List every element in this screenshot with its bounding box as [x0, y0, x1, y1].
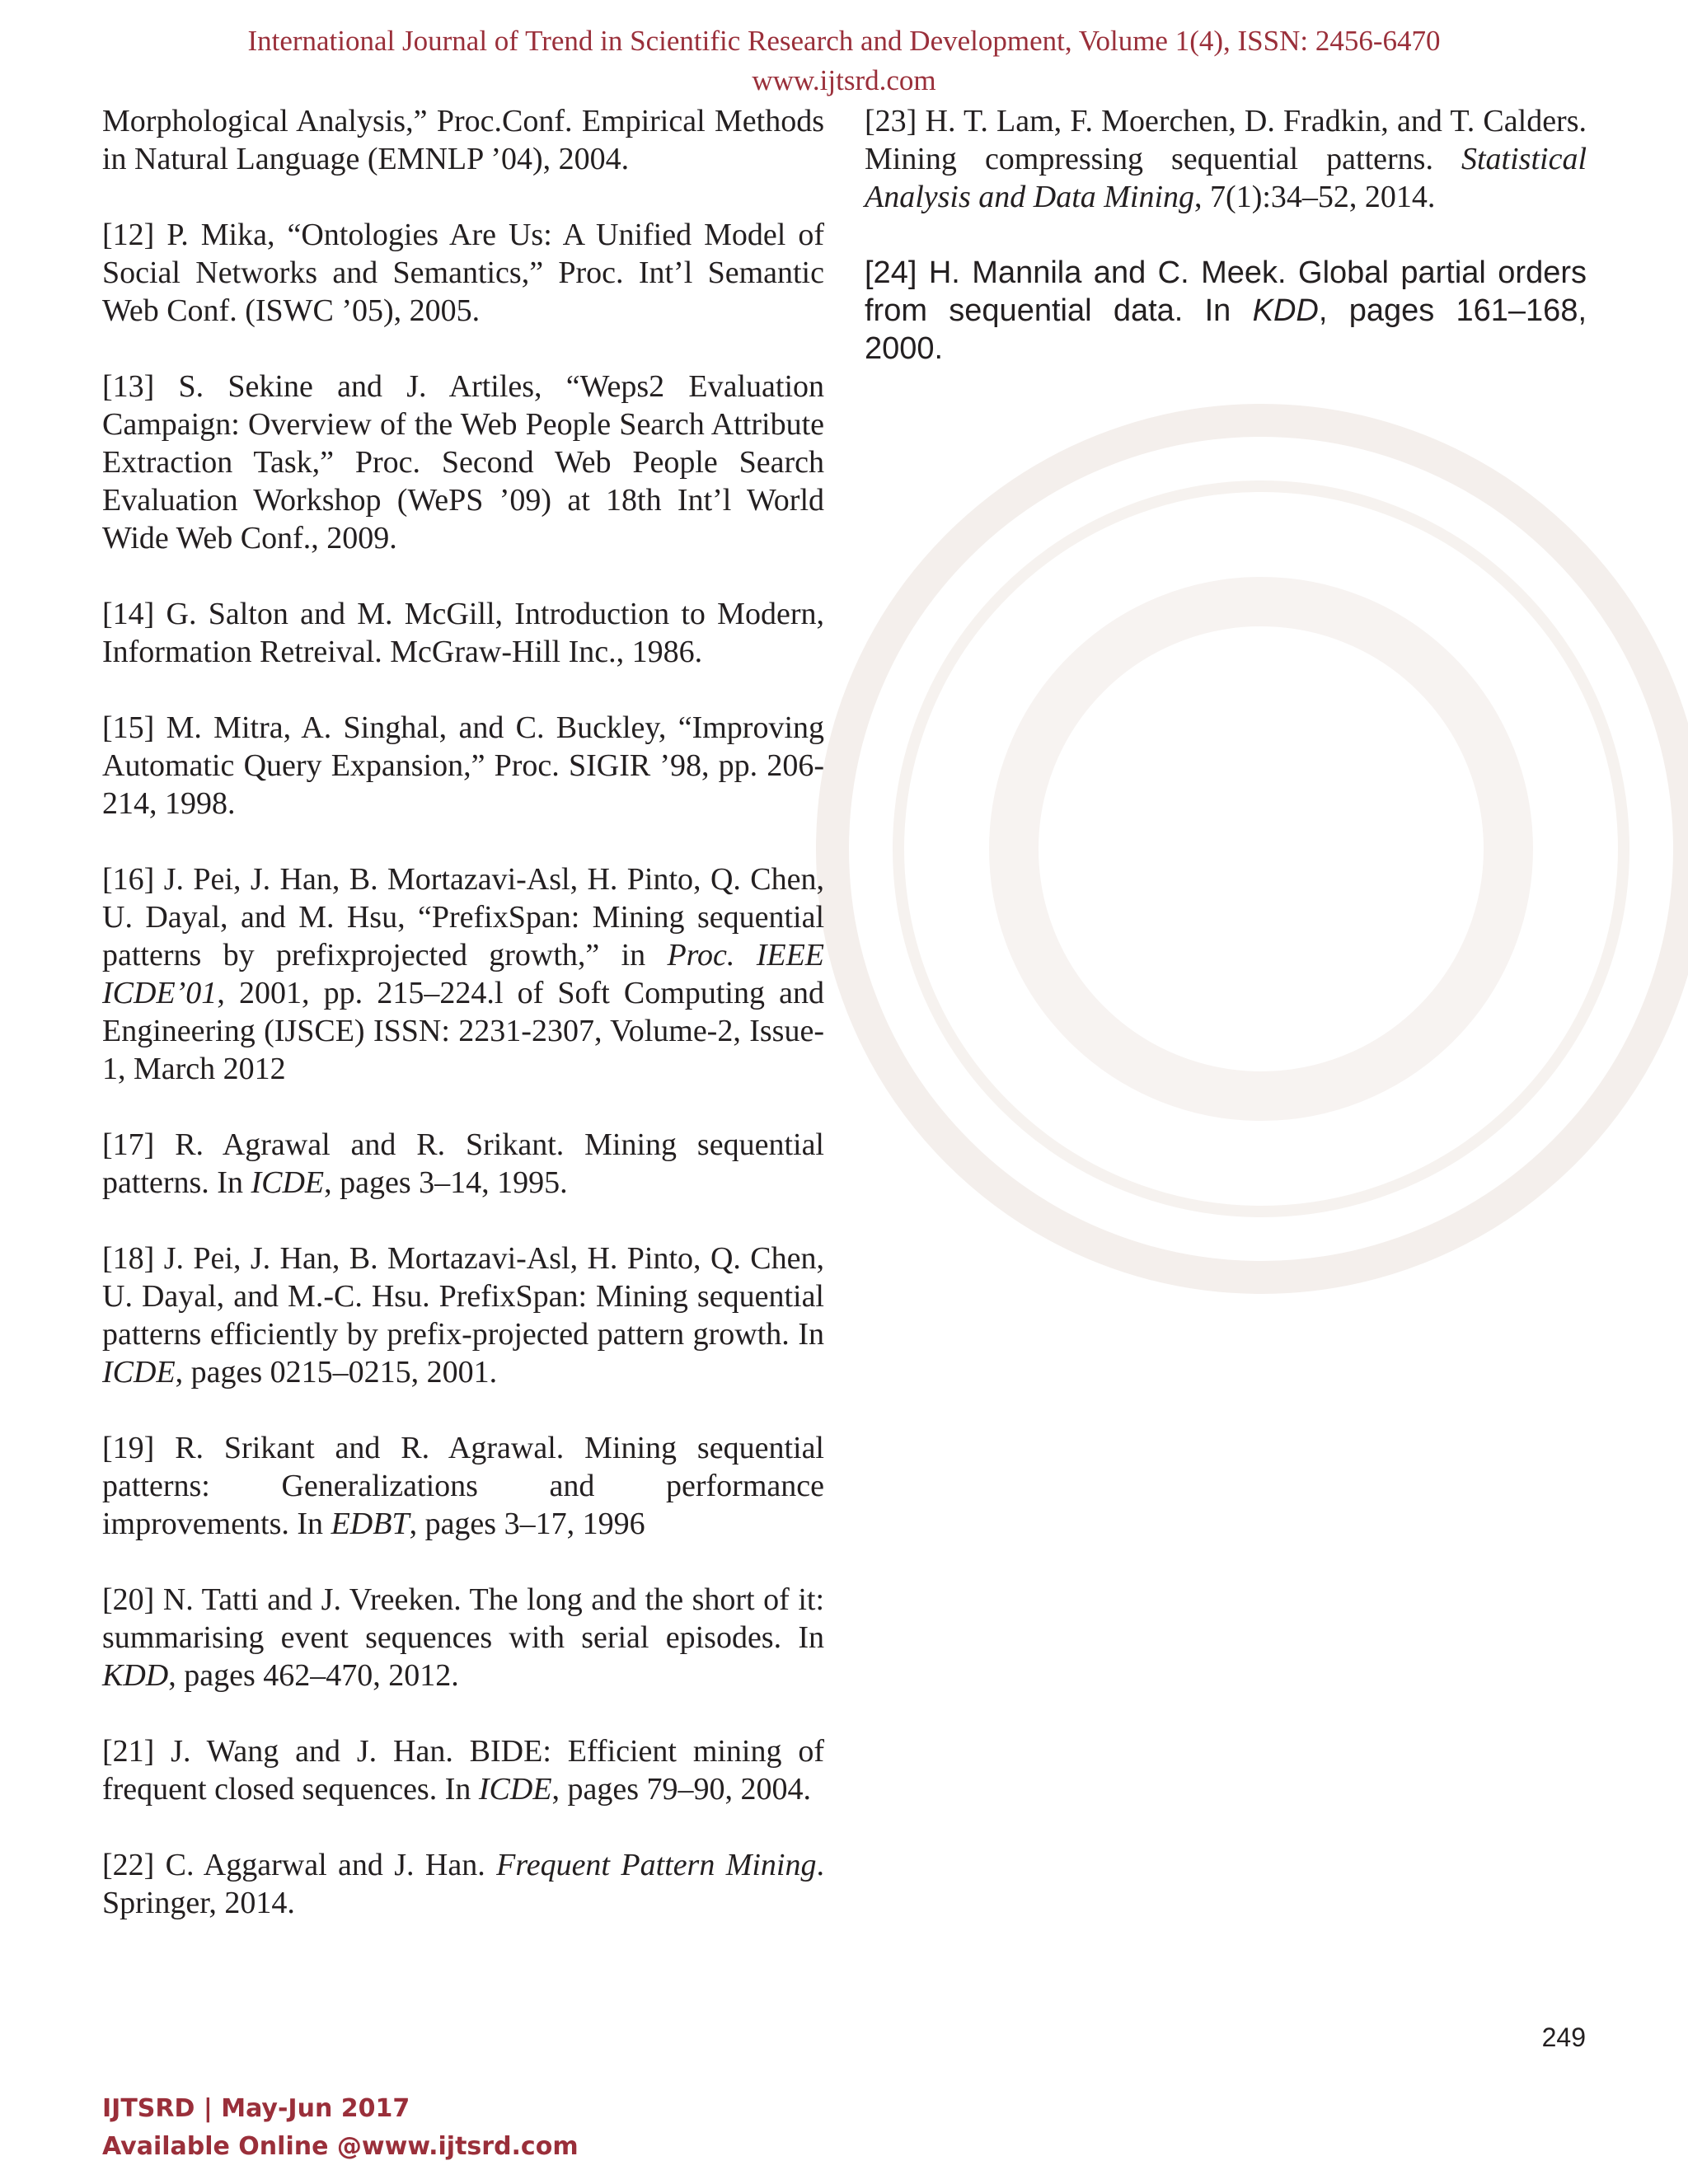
footer-issue: IJTSRD | May-Jun 2017 — [102, 2094, 410, 2123]
reference-16-text: [16] J. Pei, J. Han, B. Mortazavi-Asl, H. Pinto, Q. Chen, U. Dayal, and M. Hsu, “PrefixSpan: Mining sequential patterns by prefixprojected growth,” in — [102, 862, 824, 972]
reference-16 — [102, 860, 824, 1088]
references-left-column — [102, 102, 824, 1960]
reference-16-venue: Proc. IEEE ICDE’01 — [102, 938, 824, 1010]
page-footer — [102, 2090, 579, 2166]
reference-17-text: [17] R. Agrawal and R. Srikant. Mining sequential patterns. In — [102, 1127, 824, 1200]
reference-20-venue: KDD — [102, 1658, 169, 1693]
reference-19-details: , pages 3–17, 1996 — [409, 1507, 645, 1541]
reference-18 — [102, 1240, 824, 1391]
reference-13: [13] S. Sekine and J. Artiles, “Weps2 Evaluation Campaign: Overview of the Web People Search Attribute Extraction Task,” Proc. Second Web People Search Evaluation Workshop (WePS ’09) at 18th Int’l World Wide Web Conf., 2009. — [102, 369, 824, 555]
reference-22-title: Frequent Pattern Mining — [496, 1848, 817, 1882]
reference-18-details: , pages 0215–0215, 2001. — [175, 1355, 498, 1390]
reference-19-text: [19] R. Srikant and R. Agrawal. Mining sequential patterns: Generalizations and performance improvements. In — [102, 1431, 824, 1541]
reference-15: [15] M. Mitra, A. Singhal, and C. Buckley, “Improving Automatic Query Expansion,” Proc. SIGIR ’98, pp. 206-214, 1998. — [102, 710, 824, 821]
page-number: 249 — [1541, 2022, 1586, 2052]
reference-22-text: [22] C. Aggarwal and J. Han. — [102, 1848, 497, 1882]
reference-23-text: [23] H. T. Lam, F. Moerchen, D. Fradkin, and T. Calders. Mining compressing sequential patterns. — [865, 104, 1587, 176]
reference-12: [12] P. Mika, “Ontologies Are Us: A Unified Model of Social Networks and Semantics,” Proc. Int’l Semantic Web Conf. (ISWC ’05), 2005. — [102, 218, 824, 328]
reference-20-text: [20] N. Tatti and J. Vreeken. The long and the short of it: summarising event sequences with serial episodes. In — [102, 1582, 824, 1655]
running-header — [0, 21, 1688, 101]
reference-18-venue: ICDE — [102, 1355, 176, 1390]
reference-17 — [102, 1126, 824, 1202]
reference-21-details: , pages 79–90, 2004. — [551, 1772, 812, 1807]
reference-21-text: [21] J. Wang and J. Han. BIDE: Efficient mining of frequent closed sequences. In — [102, 1734, 824, 1807]
reference-22-details: . Springer, 2014. — [102, 1848, 824, 1920]
reference-19-venue: EDBT — [331, 1507, 410, 1541]
reference-19 — [102, 1429, 824, 1543]
reference-17-details: , pages 3–14, 1995. — [324, 1165, 568, 1200]
reference-23 — [865, 102, 1587, 216]
reference-24-text: [24] H. Mannila and C. Meek. Global partial orders from sequential data. In — [865, 255, 1587, 328]
reference-14: [14] G. Salton and M. McGill, Introduction to Modern, Information Retreival. McGraw-Hill Inc., 1986. — [102, 597, 824, 669]
journal-url: www.ijtsrd.com — [752, 64, 936, 96]
reference-20-details: , pages 462–470, 2012. — [168, 1658, 459, 1693]
reference-21-venue: ICDE — [478, 1772, 552, 1807]
reference-23-venue: Statistical Analysis and Data Mining — [865, 142, 1587, 214]
journal-title: International Journal of Trend in Scientific Research and Development, Volume 1(4), ISSN: 2456-6470 — [247, 25, 1441, 57]
reference-20 — [102, 1581, 824, 1694]
reference-24-details: , pages 161–168, 2000. — [865, 293, 1587, 366]
reference-17-venue: ICDE — [251, 1165, 325, 1200]
footer-availability: Available Online @www.ijtsrd.com — [102, 2132, 579, 2161]
reference-21 — [102, 1732, 824, 1808]
references-right-column — [865, 102, 1587, 405]
watermark-seal-icon — [808, 396, 1688, 1302]
reference-16-details: , 2001, pp. 215–224.l of Soft Computing and Engineering (IJSCE) ISSN: 2231-2307, Volume-2, Issue-1, March 2012 — [102, 976, 824, 1086]
reference-18-text: [18] J. Pei, J. Han, B. Mortazavi-Asl, H. Pinto, Q. Chen, U. Dayal, and M.-C. Hsu. PrefixSpan: Mining sequential patterns efficiently by prefix-projected pattern growth. In — [102, 1241, 824, 1352]
reference-23-details: , 7(1):34–52, 2014. — [1194, 180, 1436, 214]
reference-11-continued: Morphological Analysis,” Proc.Conf. Empirical Methods in Natural Language (EMNLP ’04), 2004. — [102, 104, 824, 176]
reference-24 — [865, 254, 1587, 368]
reference-24-venue: KDD — [1252, 293, 1319, 328]
reference-22 — [102, 1846, 824, 1922]
